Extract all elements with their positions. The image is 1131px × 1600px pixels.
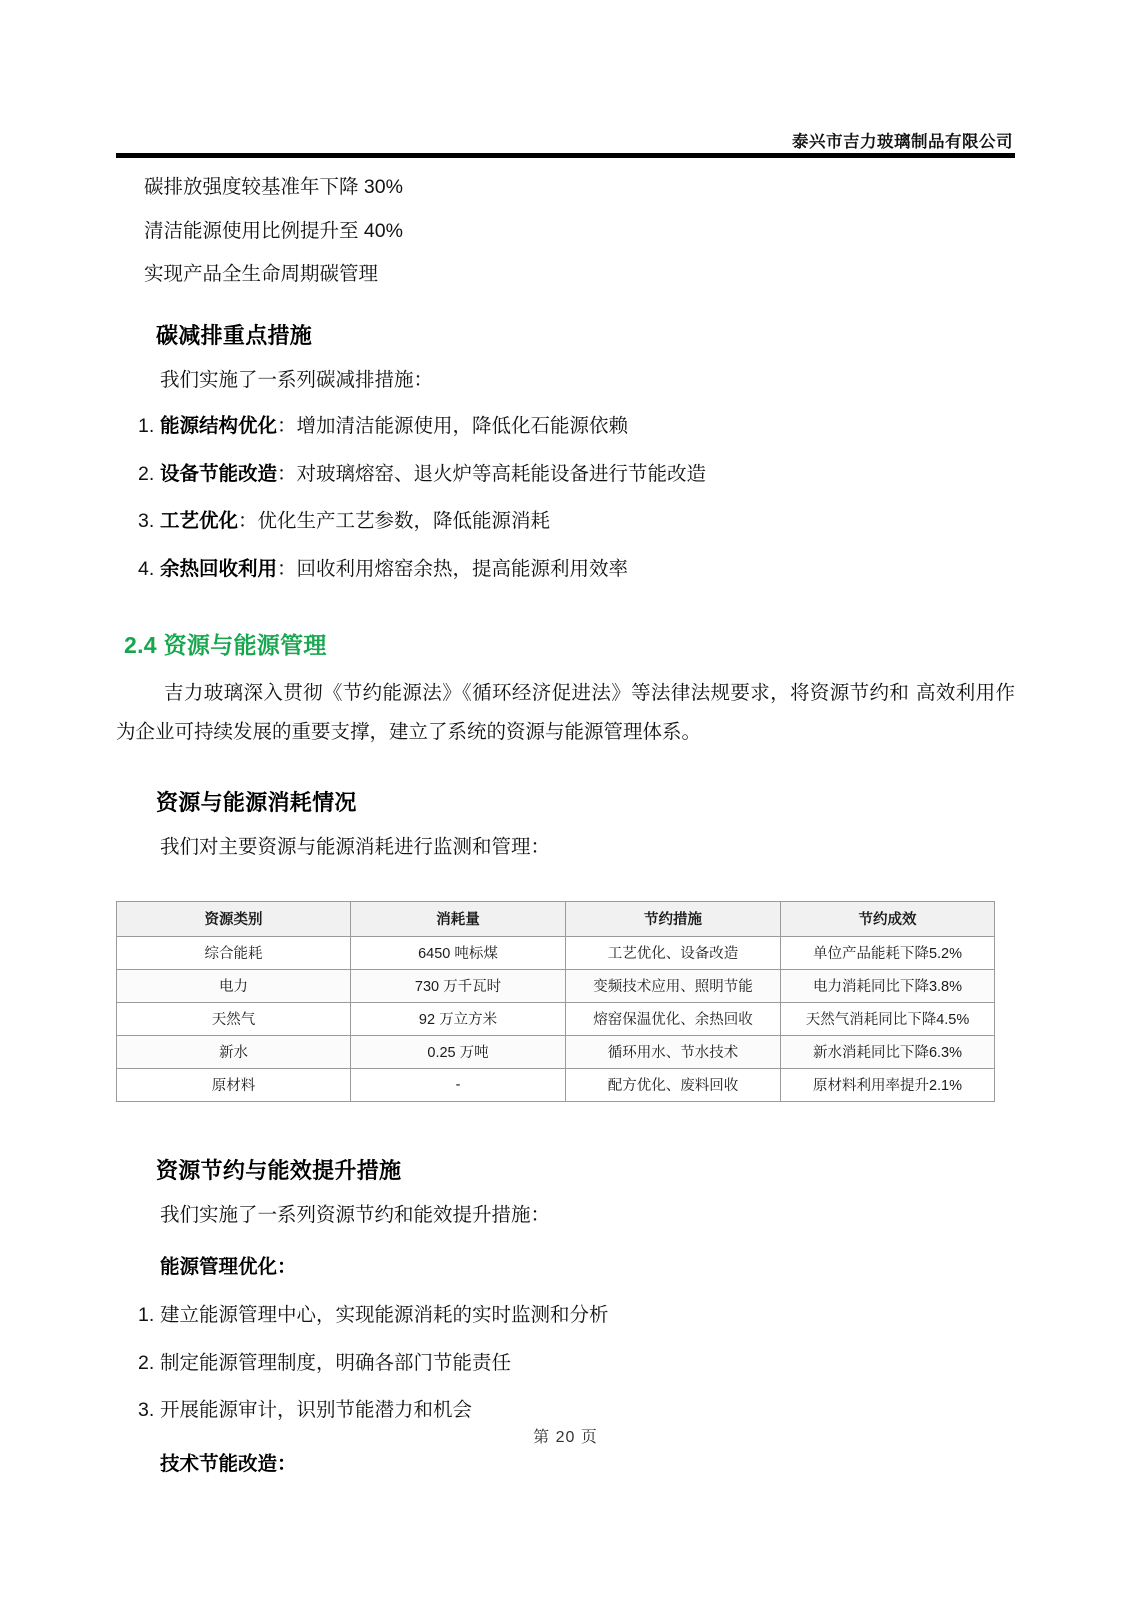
list-item xyxy=(138,1340,1015,1388)
header-divider-rule xyxy=(116,153,1015,158)
table-row xyxy=(117,969,995,1002)
table-row xyxy=(117,1035,995,1068)
cell-effect: 新水消耗同比下降6.3% xyxy=(781,1035,995,1068)
label-energy-management-optimization: 能源管理优化： xyxy=(160,1256,297,1278)
table-row xyxy=(117,1002,995,1035)
page-footer xyxy=(0,1424,1131,1447)
list-item-number: 1. xyxy=(138,1304,155,1326)
cell-consumption: 0.25 万吨 xyxy=(351,1035,566,1068)
list-item-colon: ： xyxy=(238,510,258,532)
list-item-text: 建立能源管理中心，实现能源消耗的实时监测和分析 xyxy=(160,1304,609,1326)
lead-line-1: 清洁能源使用比例提升至 40% xyxy=(144,219,403,242)
list-item-text: 对玻璃熔窑、退火炉等高耗能设备进行节能改造 xyxy=(296,462,707,485)
running-header xyxy=(116,128,1015,152)
list-item-term: 能源结构优化 xyxy=(160,415,278,437)
cell-category: 电力 xyxy=(117,969,351,1002)
list-item-term: 工艺优化 xyxy=(160,510,239,532)
list-item-colon: ： xyxy=(277,462,297,485)
heading-saving-measures: 资源节约与能效提升措施 xyxy=(156,1157,402,1183)
lead-line-0: 碳排放强度较基准年下降 30% xyxy=(144,176,403,198)
company-name: 泰兴市吉力玻璃制品有限公司 xyxy=(792,133,1013,151)
list-item-term: 设备节能改造 xyxy=(160,462,278,485)
cell-effect: 原材料利用率提升2.1% xyxy=(781,1068,995,1101)
list-item-number: 1. xyxy=(138,415,155,437)
cell-measures: 循环用水、节水技术 xyxy=(566,1035,781,1068)
list-item-text: 制定能源管理制度，明确各部门节能责任 xyxy=(160,1351,512,1374)
list-item xyxy=(138,403,1015,451)
cell-category: 综合能耗 xyxy=(117,936,351,969)
table-row xyxy=(117,936,995,969)
resource-consumption-table-wrap xyxy=(116,901,1015,1102)
list-item-number: 2. xyxy=(138,1351,155,1374)
column-header-consumption: 消耗量 xyxy=(351,901,566,936)
list-item-number: 2. xyxy=(138,462,155,485)
list-item-text: 增加清洁能源使用，降低化石能源依赖 xyxy=(296,415,629,437)
cell-effect: 天然气消耗同比下降4.5% xyxy=(781,1002,995,1035)
table-row xyxy=(117,1068,995,1101)
resource-consumption-table xyxy=(116,901,995,1102)
list-item-text: 开展能源审计，识别节能潜力和机会 xyxy=(160,1399,473,1421)
table-header-row xyxy=(117,901,995,936)
page-content xyxy=(116,166,1015,1489)
list-item-colon: ： xyxy=(277,415,297,437)
label-technical-energy-saving-retrofit: 技术节能改造： xyxy=(160,1452,297,1475)
list-item-number: 3. xyxy=(138,1399,155,1421)
cell-category: 原材料 xyxy=(117,1068,351,1101)
cell-consumption: 730 万千瓦时 xyxy=(351,969,566,1002)
energy-management-list xyxy=(116,1292,1015,1435)
list-item-text: 优化生产工艺参数，降低能源消耗 xyxy=(257,510,551,532)
cell-category: 新水 xyxy=(117,1035,351,1068)
column-header-category: 资源类别 xyxy=(117,901,351,936)
carbon-measures-intro: 我们实施了一系列碳减排措施： xyxy=(160,368,434,391)
list-item xyxy=(138,498,1015,546)
cell-measures: 熔窑保温优化、余热回收 xyxy=(566,1002,781,1035)
list-item-term: 余热回收利用 xyxy=(160,557,278,580)
list-item-number: 4. xyxy=(138,557,155,580)
cell-consumption: 92 万立方米 xyxy=(351,1002,566,1035)
list-item xyxy=(138,451,1015,499)
heading-consumption-status: 资源与能源消耗情况 xyxy=(156,790,357,815)
saving-measures-intro: 我们实施了一系列资源节约和能效提升措施： xyxy=(160,1203,551,1226)
list-item-colon: ： xyxy=(277,557,297,580)
cell-measures: 配方优化、废料回收 xyxy=(566,1068,781,1101)
cell-measures: 工艺优化、设备改造 xyxy=(566,936,781,969)
cell-category: 天然气 xyxy=(117,1002,351,1035)
cell-effect: 单位产品能耗下降5.2% xyxy=(781,936,995,969)
heading-section-2-4: 2.4 资源与能源管理 xyxy=(124,632,327,658)
lead-line-2: 实现产品全生命周期碳管理 xyxy=(144,263,379,285)
column-header-effect: 节约成效 xyxy=(781,901,995,936)
cell-consumption: 6450 吨标煤 xyxy=(351,936,566,969)
column-header-measures: 节约措施 xyxy=(566,901,781,936)
consumption-intro: 我们对主要资源与能源消耗进行监测和管理： xyxy=(160,836,551,858)
list-item-text: 回收利用熔窑余热，提高能源利用效率 xyxy=(296,557,629,580)
cell-effect: 电力消耗同比下降3.8% xyxy=(781,969,995,1002)
list-item-number: 3. xyxy=(138,510,155,532)
cell-consumption: - xyxy=(351,1068,566,1101)
list-item xyxy=(138,1292,1015,1340)
cell-measures: 变频技术应用、照明节能 xyxy=(566,969,781,1002)
section-2-4-paragraph: 吉力玻璃深入贯彻《节约能源法》《循环经济促进法》等法律法规要求，将资源节约和 高效利用作为企业可持续发展的重要支撑，建立了系统的资源与能源管理体系。 xyxy=(116,682,1015,743)
list-item xyxy=(138,546,1015,594)
heading-carbon-measures: 碳减排重点措施 xyxy=(156,322,313,348)
page-number: 第 20 页 xyxy=(533,1429,598,1446)
carbon-measures-list xyxy=(116,403,1015,593)
